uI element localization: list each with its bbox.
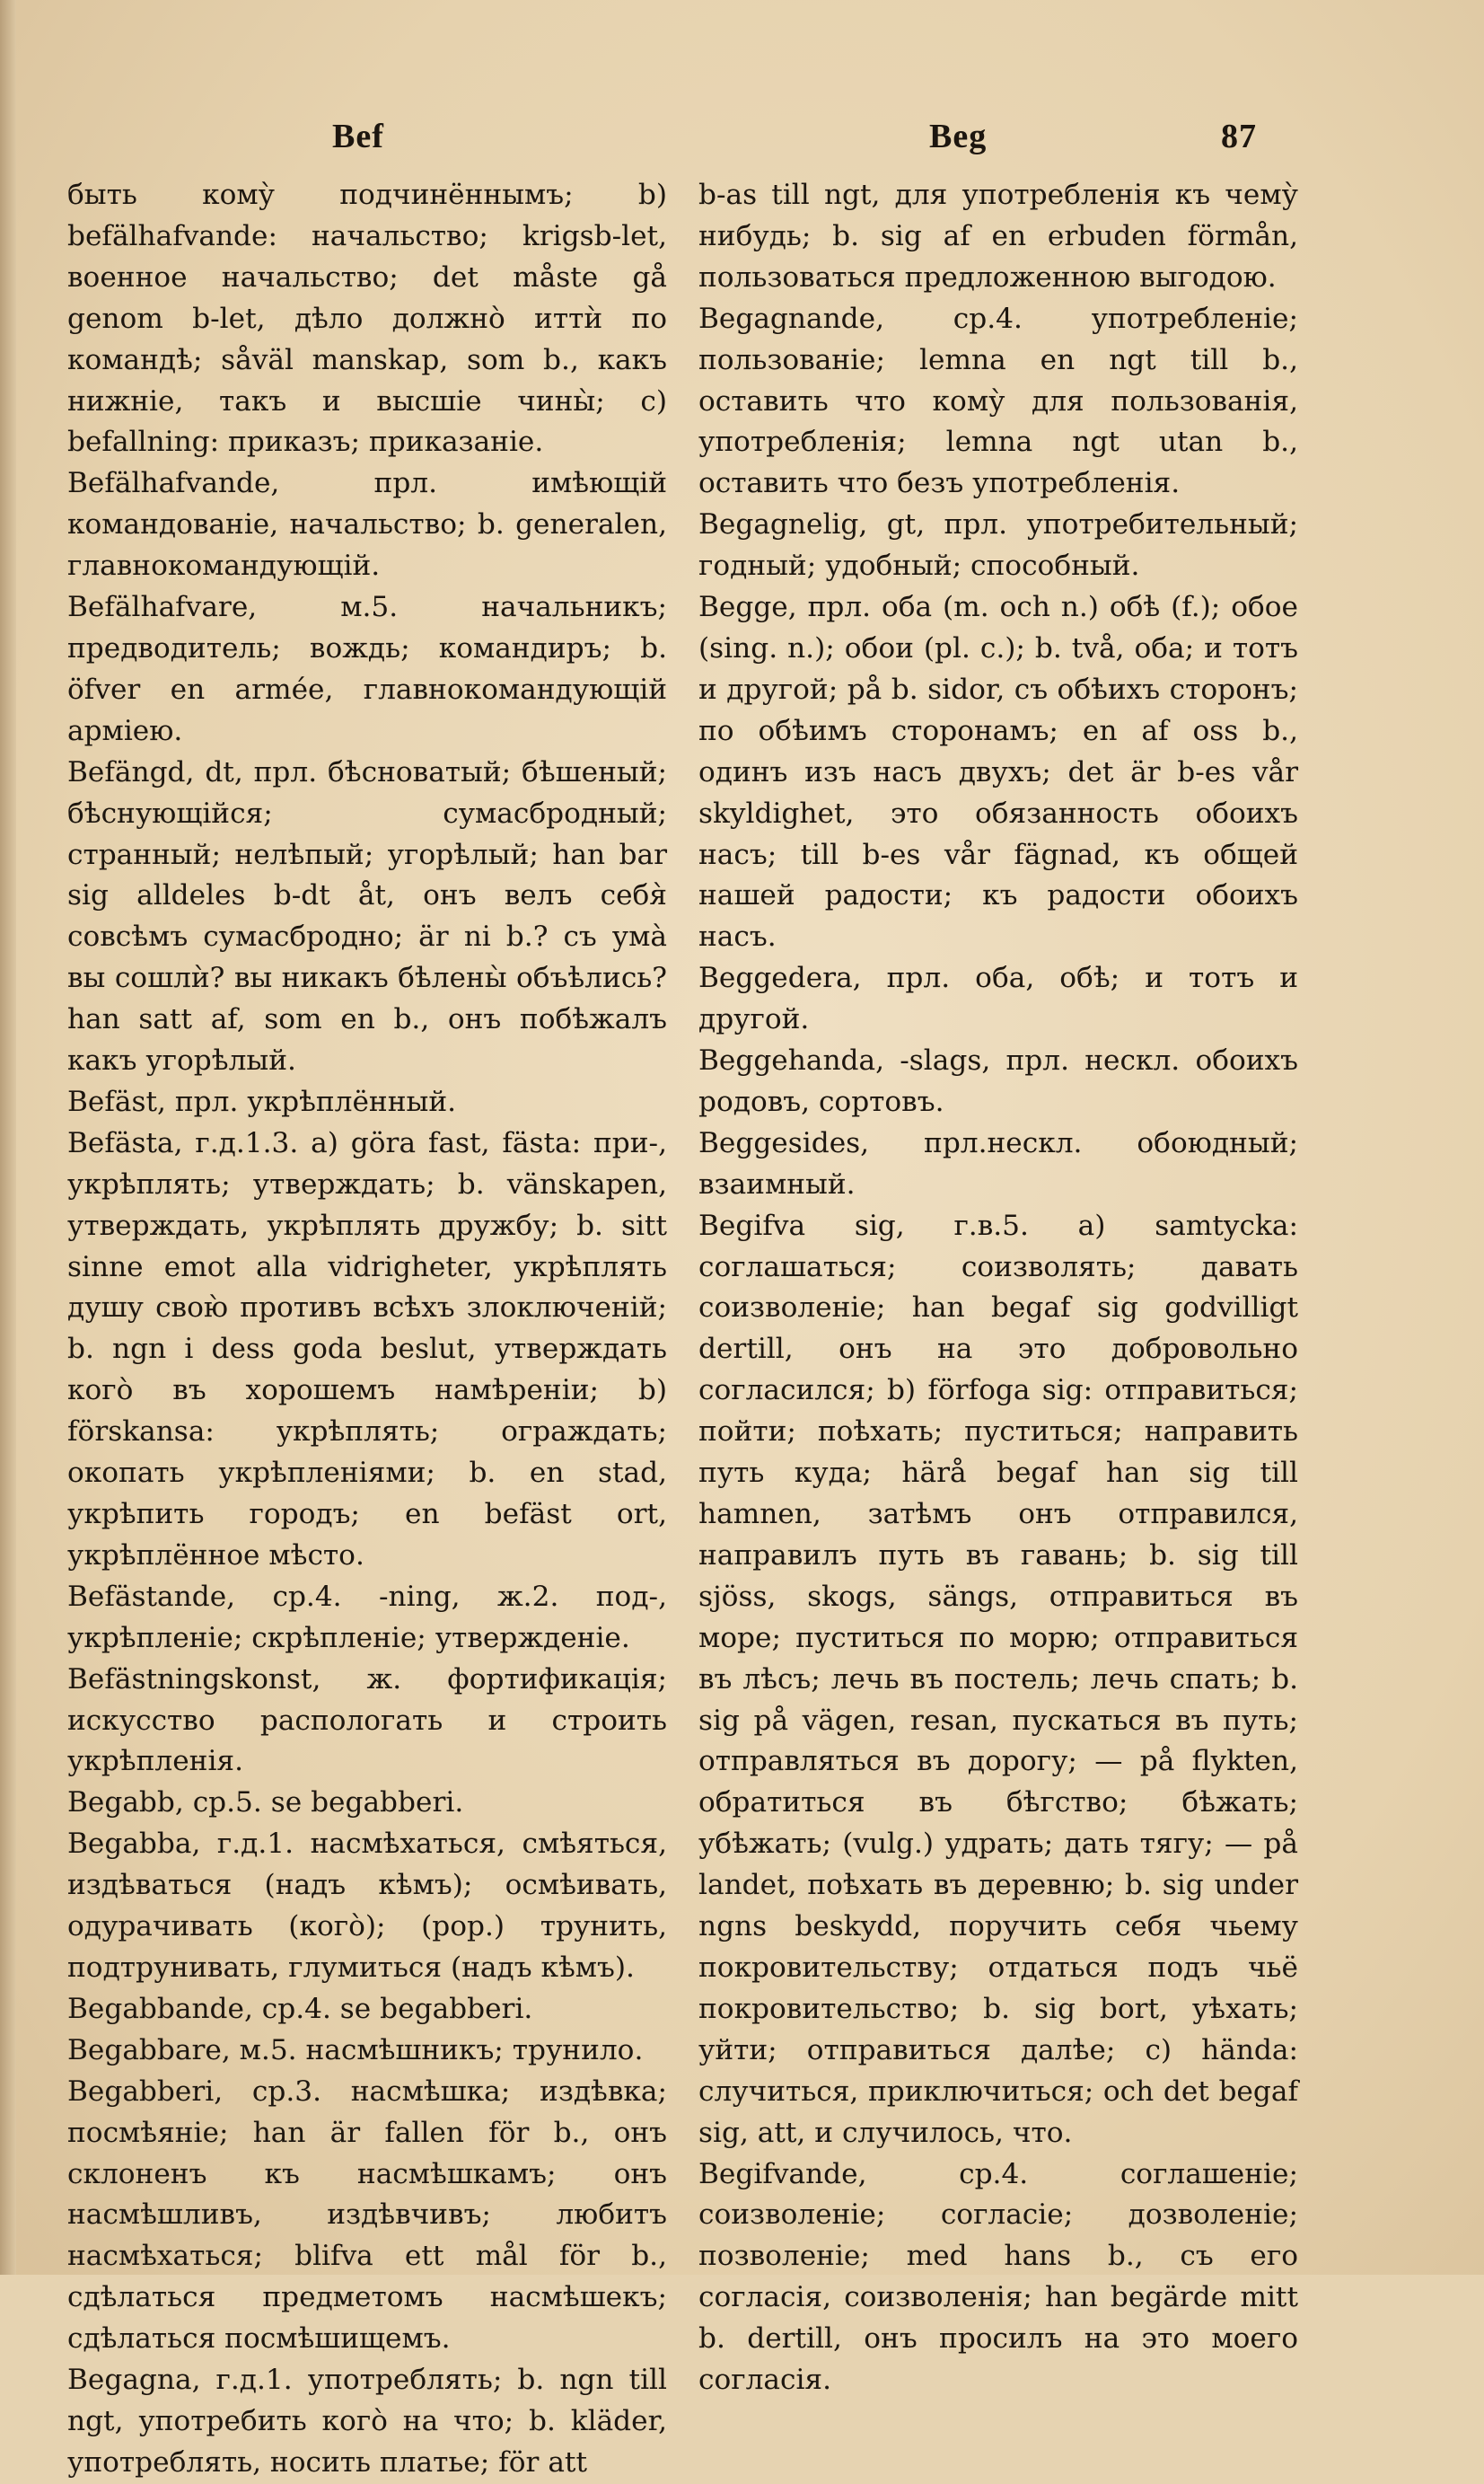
entry-begagnande: Begagnande, ср.4. употребленіе; пользованіе; lemna en ngt till b., оставить что кому̀ для пользованія, употребленія; lemna ngt utan b., оставить что безъ употребленія. <box>698 302 1298 500</box>
entry-begge: Begge, прл. оба (m. och n.) обѣ (f.); обое (sing. n.); обои (pl. c.); b. två, оба; и тотъ и другой; på b. sidor, съ обѣихъ сторонъ; по обѣимъ сторонамъ; en af oss b., одинъ изъ насъ двухъ; det är b-es vår skyldighet, это обязанность обоихъ насъ; till b-es vår fägnad, къ общей нашей радости; къ радости обоихъ насъ. <box>698 591 1298 954</box>
entry-beggehanda: Beggehanda, -slags, прл. нескл. обоихъ родовъ, сортовъ. <box>698 1044 1298 1118</box>
entry-begagnelig: Begagnelig, gt, прл. употребительный; годный; удобный; способный. <box>698 508 1298 583</box>
right-column <box>698 175 1298 2401</box>
entry-begabba: Begabba, г.д.1. насмѣхаться, смѣяться, издѣваться (надъ кѣмъ); осмѣивать, одурачивать (кого̀); (pop.) трунить, подтрунивать, глумиться (надъ кѣмъ). <box>67 1828 667 1984</box>
entry-befast: Befäst, прл. укрѣплённый. <box>67 1085 457 1118</box>
entry-befangd: Befängd, dt, прл. бѣсноватый; бѣшеный; бѣснующійся; сумасбродный; странный; нелѣпый; угорѣлый; han bar sig alldeles b-dt åt, онъ велъ себя̀ совсѣмъ сумасбродно; är ni b.? съ ума̀ вы сошлѝ? вы никакъ бѣлены̀ объѣлись? han satt af, som en b., онъ побѣжалъ какъ угорѣлый. <box>67 755 667 1078</box>
entry-begifvande: Begifvande, ср.4. соглашеніе; соизволеніе; согласіе; дозволеніе; позволеніе; med hans b., съ его согласія, соизволенія; han begärde mitt b. dertill, онъ просилъ на это моего согласія. <box>698 2157 1298 2397</box>
entry-befalhafvande: Befälhafvande, прл. имѣющій командованіе, начальство; b. generalen, главнокомандующій. <box>67 467 667 583</box>
page-number: 87 <box>1221 118 1257 155</box>
entry-begabb: Begabb, ср.5. se begabberi. <box>67 1786 464 1819</box>
entry-befasta: Befästa, г.д.1.3. a) göra fast, fästa: при-, укрѣплять; утверждать; b. vänskapen, утверждать, укрѣплять дружбу; b. sitt sinne emot alla vidrigheter, укрѣплять душу свою̀ противъ всѣхъ злоключеній; b. ngn i dess goda beslut, утверждать кого̀ въ хорошемъ намѣреніи; b) förskansa: укрѣплять; ограждать; окопать укрѣпленіями; b. en stad, укрѣпить городъ; en befäst ort, укрѣплённое мѣсто. <box>67 1126 667 1572</box>
entry-begabberi: Begabberi, ср.3. насмѣшка; издѣвка; посмѣяніе; han är fallen för b., онъ склоненъ къ насмѣшкамъ; онъ насмѣшливъ, издѣвчивъ; любитъ насмѣхаться; blifva ett mål för b., сдѣлаться предметомъ насмѣшекъ; сдѣлаться посмѣшищемъ. <box>67 2074 667 2356</box>
entry-befastningskonst: Befästningskonst, ж. фортификація; искусство распологать и строить укрѣпленія. <box>67 1662 667 1778</box>
entry-befastande: Befästande, ср.4. -ning, ж.2. под-, укрѣпленіе; скрѣпленіе; утвержденіе. <box>67 1580 667 1654</box>
entry-continuation: b-as till ngt, для употребленія къ чему̀ нибудь; b. sig af en erbuden förmån, пользоваться предложенною выгодою. <box>698 179 1298 294</box>
entry-beggedera: Beggedera, прл. оба, обѣ; и тотъ и другой. <box>698 962 1298 1036</box>
entry-befalhafvare: Befälhafvare, м.5. начальникъ; предводитель; вождь; командиръ; b. öfver en armée, главнокомандующій арміею. <box>67 591 667 747</box>
page-edge <box>0 0 16 2275</box>
right-running-head: Beg <box>929 118 988 155</box>
left-running-head: Bef <box>332 118 384 155</box>
entry-begagna: Begagna, г.д.1. употреблять; b. ngn till ngt, употребить кого̀ на что; b. kläder, употреблять, носить платье; för att <box>67 2364 667 2479</box>
entry-continuation: быть кому̀ подчинённымъ; b) befälhafvande: начальство; krigsb-let, военное начальство; det måste gå genom b-let, дѣло должно̀ иттѝ по командѣ; såväl manskap, som b., какъ нижніе, такъ и высшіе чины̀; c) befallning: приказъ; приказаніе. <box>67 179 667 459</box>
entry-begabbare: Begabbare, м.5. насмѣшникъ; трунило. <box>67 2033 644 2066</box>
entry-begifva-sig: Begifva sig, г.в.5. a) samtycka: соглашаться; соизволять; давать соизволеніе; han begaf sig godvilligt dertill, онъ на это добровольно согласился; b) förfoga sig: отправиться; пойти; поѣхать; пуститься; направить путь куда; härå begaf han sig till hamnen, затѣмъ онъ отправился, направилъ путь въ гавань; b. sig till sjöss, skogs, sängs, отправиться въ море; пуститься по морю; отправиться въ лѣсъ; лечь въ постель; лечь спать; b. sig på vägen, resan, пускаться въ путь; отправляться въ дорогу; — på flykten, обратиться въ бѣгство; бѣжать; убѣжать; (vulg.) удрать; дать тягу; — på landet, поѣхать въ деревню; b. sig under ngns beskydd, поручить себя чьему покровительству; отдаться подъ чьё покровительство; b. sig bort, уѣхать; уйти; отправиться далѣе; c) hända: случиться, приключиться; och det begaf sig, att, и случилось, что. <box>698 1209 1298 2149</box>
left-column <box>67 175 667 2484</box>
entry-beggesides: Beggesides, прл.нескл. обоюдный; взаимный. <box>698 1126 1298 1201</box>
entry-begabbande: Begabbande, ср.4. se begabberi. <box>67 1992 533 2025</box>
